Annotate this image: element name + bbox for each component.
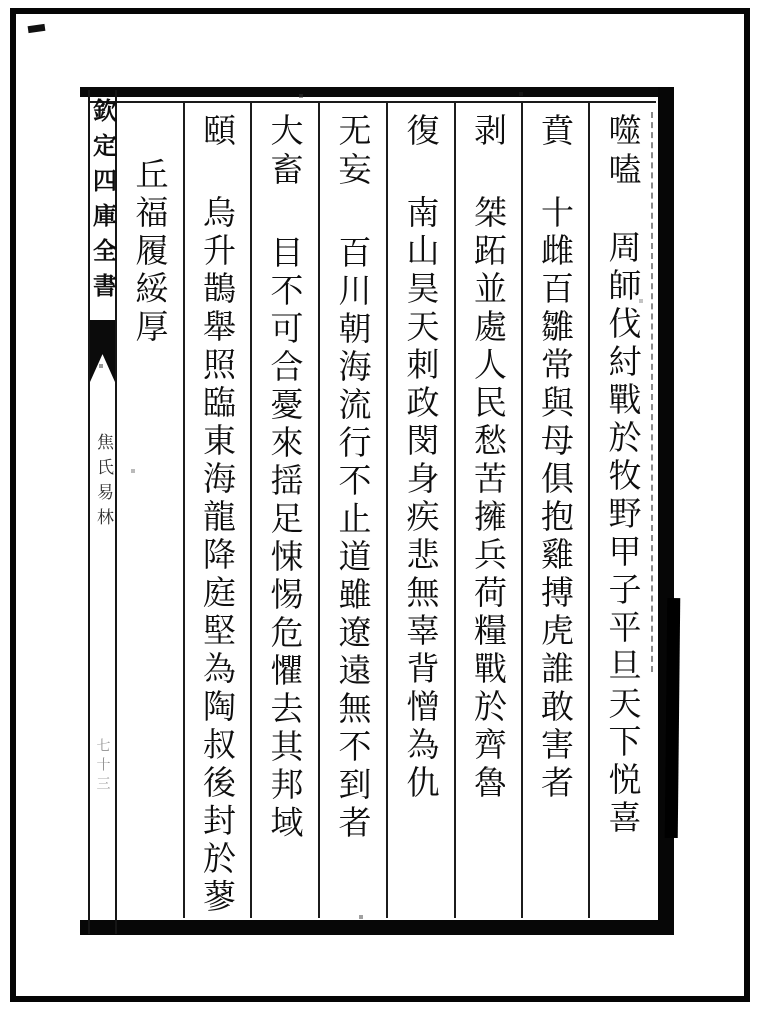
- hexagram-name: 復: [401, 113, 441, 152]
- fishtail-ornament: [90, 320, 115, 382]
- hexagram-name: 賁: [536, 113, 575, 152]
- verse-text: 南山昊天刺政閔身疾悲無辜背憎為仇: [401, 195, 441, 803]
- text-column-4: [386, 103, 454, 918]
- hexagram-name: 无妄: [333, 113, 373, 191]
- hexagram-name: 噬嗑: [603, 113, 643, 191]
- text-column-1: [588, 103, 656, 918]
- text-column-2: [521, 103, 588, 918]
- text-column-7: [183, 103, 250, 918]
- page-number: 七十三: [94, 738, 111, 795]
- text-column-3: [454, 103, 521, 918]
- frame-ink-blotch: [665, 598, 681, 838]
- collection-title: 欽定四庫全書: [88, 98, 118, 308]
- hexagram-name: 剥: [469, 113, 508, 152]
- verse-text: 百川朝海流行不止道雖遼遠無不到者: [333, 235, 373, 843]
- frame-bottom-rule: [80, 920, 674, 935]
- hexagram-name: 頤: [198, 113, 237, 152]
- verse-text: 桀跖並處人民愁苦擁兵荷糧戰於齊魯: [469, 195, 508, 803]
- hexagram-name: 大畜: [265, 113, 305, 191]
- spine-column: [88, 90, 117, 934]
- verse-text: 周師伐紂戰於牧野甲子平旦天下悦喜: [603, 230, 643, 838]
- text-column-6: [250, 103, 318, 918]
- verse-text: 烏升鵲舉照臨東海龍降庭堅為陶叔後封於蓼: [198, 195, 237, 917]
- book-title: 焦氏易林: [93, 433, 113, 533]
- verse-continuation: 丘福履綏厚: [130, 157, 170, 347]
- frame-top-rule: [80, 87, 674, 97]
- verse-text: 十雌百雛常與母俱抱雞搏虎誰敢害者: [536, 195, 575, 803]
- verse-text: 目不可合憂來揺足悚惕危懼去其邦域: [265, 235, 305, 843]
- text-column-8: [117, 103, 183, 918]
- text-column-5: [318, 103, 386, 918]
- scan-speckles: [0, 0, 2, 2]
